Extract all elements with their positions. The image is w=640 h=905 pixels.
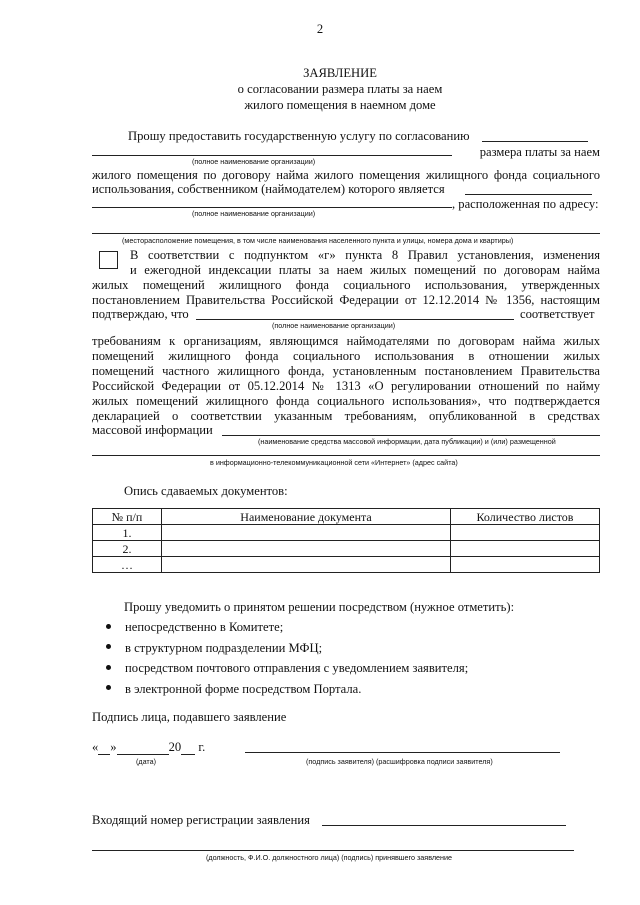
para-line-5-end: соответствует [520, 307, 595, 321]
para-line-4: постановлением Правительства Российской Федерации от 12.12.2014 № 1356, настоящим [92, 293, 600, 307]
row-number: … [93, 557, 162, 573]
table-row [93, 541, 600, 557]
notify-options-list [106, 617, 468, 699]
para-line-2: и ежегодной индексации платы за наем жилых помещений по договорам найма [130, 263, 600, 277]
request-line-2-tail: размера платы за наем [479, 145, 600, 159]
row-document-name-cell[interactable] [162, 541, 451, 557]
row-sheet-count-cell[interactable] [451, 541, 600, 557]
para-line-1: В соответствии с подпунктом «г» пункта 8 Правил установления, изменения [130, 248, 600, 262]
row-document-name-cell[interactable] [162, 525, 451, 541]
para-line-8: помещений частного жилищного фонда, установленным постановлением Правительства [92, 364, 600, 378]
subtitle-line-2: жилого помещения в наемном доме [244, 98, 436, 112]
signature-title: Подпись лица, подавшего заявление [92, 710, 287, 724]
table-row [93, 525, 600, 541]
request-fill-line-1[interactable] [482, 141, 588, 142]
notify-option-label: посредством почтового отправления с уведомлением заявителя; [125, 661, 469, 675]
notify-option-label: непосредственно в Комитете; [125, 620, 284, 634]
row-sheet-count-cell[interactable] [451, 557, 600, 573]
header-document-name: Наименование документа [162, 509, 451, 525]
row-document-name-cell[interactable] [162, 557, 451, 573]
confirm-org-fill-line[interactable] [196, 319, 514, 320]
para-line-10: жилых помещений жилищного фонда социального использования», что подтверждается [92, 394, 600, 408]
caption-internet: в информационно-телекоммуникационной сети «Интернет» (адрес сайта) [210, 458, 458, 467]
date-close-quote: » [110, 740, 117, 754]
date-line [92, 740, 205, 755]
day-field[interactable] [98, 740, 110, 755]
incoming-number-fill-line[interactable] [322, 825, 566, 826]
caption-date: (дата) [136, 757, 157, 766]
para-line-9: Российской Федерации от 05.12.2014 № 1313 «О регулировании отношений по найму [92, 379, 600, 393]
org-name-fill-line[interactable] [92, 155, 452, 156]
notify-option[interactable] [106, 638, 468, 659]
request-line-4: использования, собственником (наймодателем) которого является [92, 182, 445, 196]
header-sheet-count: Количество листов [451, 509, 600, 525]
month-field[interactable] [117, 740, 169, 755]
para-line-7: помещений жилищного фонда социального использования в отношении жилых [92, 349, 600, 363]
caption-org-name: (полное наименование организации) [192, 157, 316, 166]
caption-location: (месторасположение помещения, в том числе наименования населенного пункта и улицы, номера дома и квартиры) [122, 236, 514, 245]
notify-option-label: в электронной форме посредством Портала. [125, 681, 362, 696]
row-number: 1. [93, 525, 162, 541]
website-fill-line[interactable] [92, 455, 600, 456]
row-number: 2. [93, 541, 162, 557]
request-line-3: жилого помещения по договору найма жилого помещения жилищного фонда социального [92, 168, 600, 182]
row-sheet-count-cell[interactable] [451, 525, 600, 541]
caption-media: (наименование средства массовой информации, дата публикации) и (или) размещенной [258, 437, 556, 446]
owner-fill-line[interactable] [465, 194, 592, 195]
bullet-icon [106, 624, 111, 629]
request-line-1: Прошу предоставить государственную услугу по согласованию [128, 129, 470, 143]
para-line-6: требованиям к организациям, являющимся наймодателями по договорам найма жилых [92, 334, 600, 348]
subtitle-line-1: о согласовании размера платы за наем [237, 82, 443, 96]
header-number: № п/п [93, 509, 162, 525]
bullet-icon [106, 665, 111, 670]
para-line-12-start: массовой информации [92, 423, 213, 437]
table-row [93, 557, 600, 573]
year-field[interactable] [181, 740, 195, 755]
official-fill-line[interactable] [92, 850, 574, 851]
bullet-icon [106, 685, 111, 690]
para-line-5-start: подтверждаю, что [92, 307, 189, 321]
signature-fill-line[interactable] [245, 752, 560, 753]
notify-option[interactable] [106, 679, 468, 700]
notify-option-label: в структурном подразделении МФЦ; [125, 640, 323, 655]
notify-option[interactable] [106, 658, 468, 679]
para-line-3: жилых помещений жилищного фонда социального использования, утвержденных [92, 278, 600, 292]
page-number: 2 [316, 22, 324, 36]
notify-title: Прошу уведомить о принятом решении посредством (нужное отметить): [124, 600, 515, 614]
caption-org-name-2: (полное наименование организации) [192, 209, 316, 218]
bullet-icon [106, 644, 111, 649]
request-line-5-tail: , расположенная по адресу: [452, 197, 599, 211]
documents-table [92, 508, 600, 573]
table-header-row [93, 509, 600, 525]
address-fill-line[interactable] [92, 233, 600, 234]
media-fill-line[interactable] [222, 435, 600, 436]
document-title: ЗАЯВЛЕНИЕ [303, 66, 377, 80]
notify-option[interactable] [106, 617, 468, 638]
year-prefix: 20 [168, 740, 182, 754]
incoming-number-label: Входящий номер регистрации заявления [92, 813, 310, 827]
inventory-title: Опись сдаваемых документов: [124, 484, 288, 498]
caption-org: (полное наименование организации) [272, 321, 396, 330]
caption-signature: (подпись заявителя) (расшифровка подписи заявителя) [306, 757, 493, 766]
year-suffix: г. [198, 740, 206, 754]
date-open-quote: « [92, 740, 99, 754]
para-line-11: декларацией о соответствии указанным требованиям, опубликованной в средствах [92, 409, 600, 423]
caption-official: (должность, Ф.И.О. должностного лица) (подпись) принявшего заявление [206, 853, 453, 862]
declaration-checkbox[interactable] [99, 251, 118, 269]
owner-org-fill-line[interactable] [92, 207, 452, 208]
